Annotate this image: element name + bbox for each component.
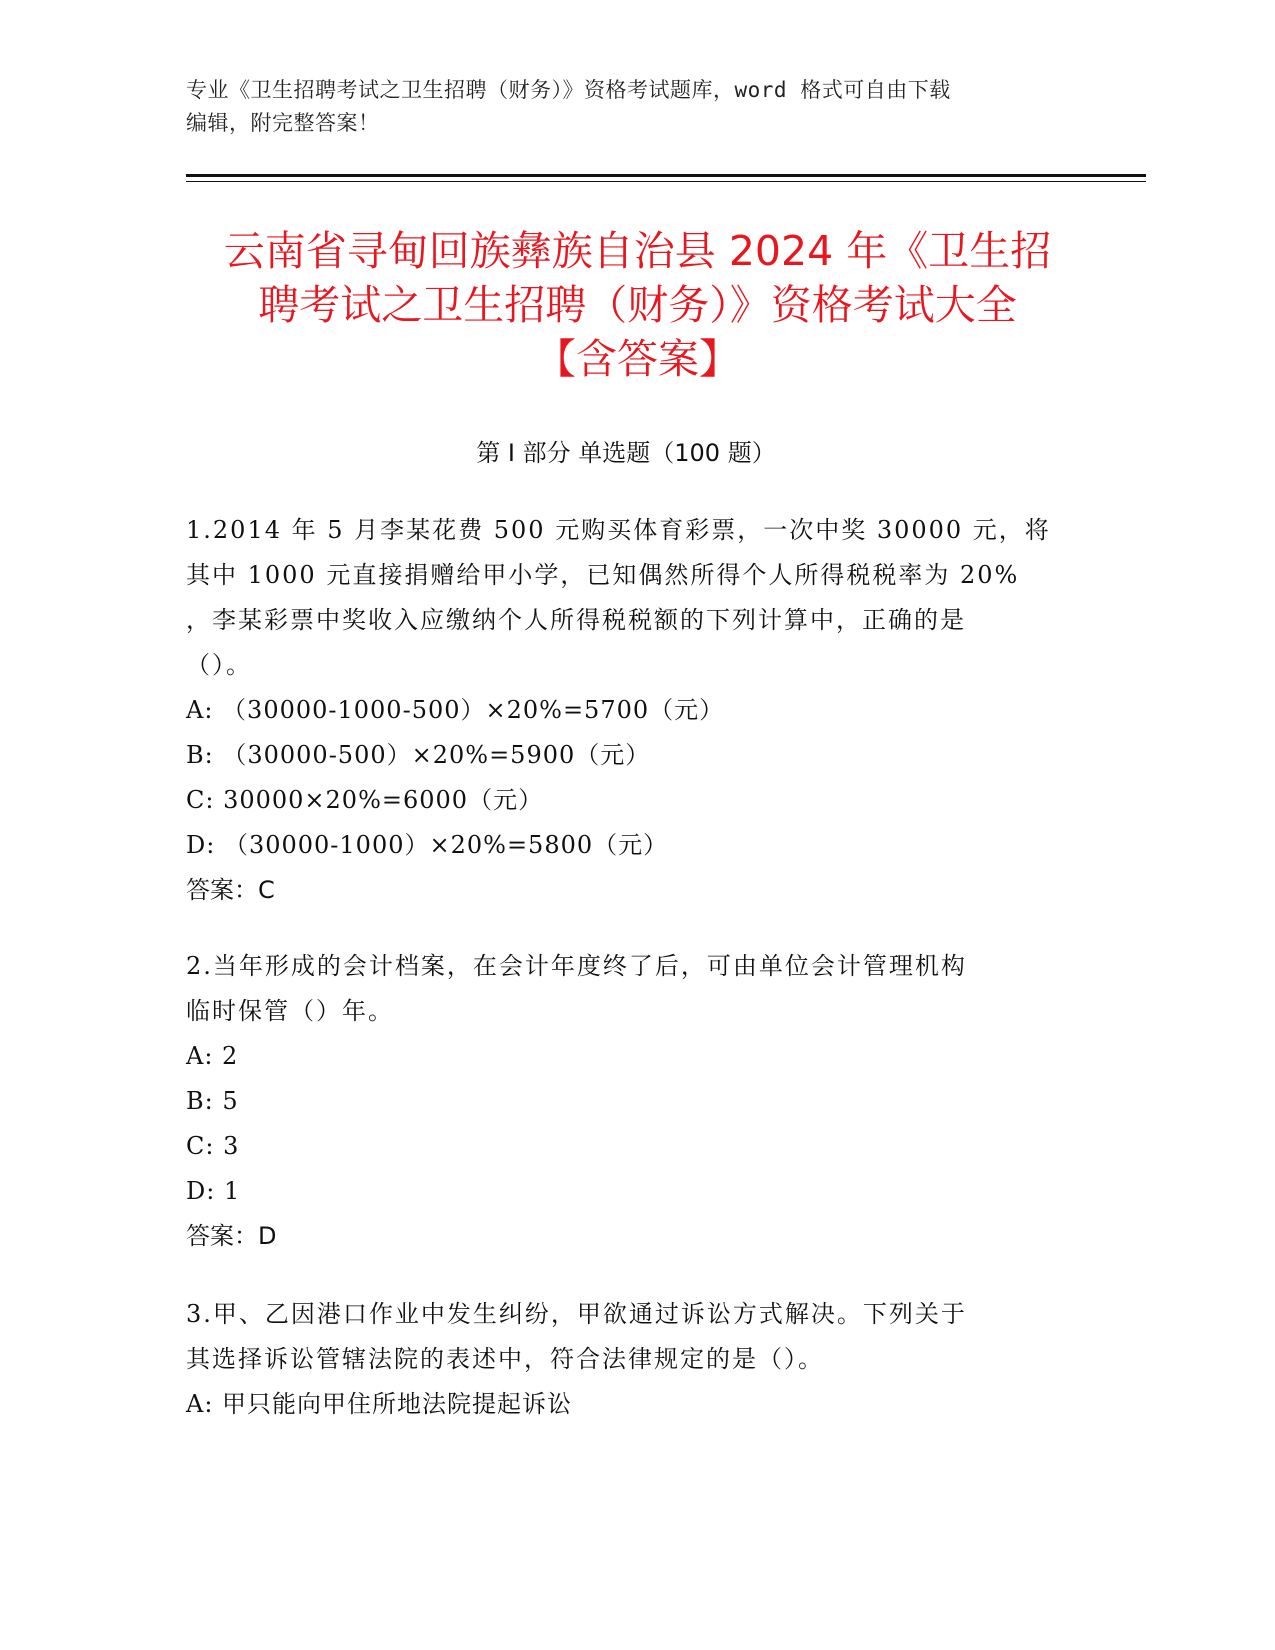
question-3 [186, 1292, 1066, 1427]
question-1-option-c: C: 30000×20%=6000（元） [186, 786, 544, 814]
header-note-line-2: 编辑，附完整答案！ [186, 111, 380, 135]
document-title-line-2: 聘考试之卫生招聘（财务）》资格考试大全 [258, 281, 1017, 329]
question-1-stem-line: ，李某彩票中奖收入应缴纳个人所得税税额的下列计算中，正确的是 [186, 606, 966, 634]
question-2-option-a: A: 2 [186, 1042, 239, 1070]
question-1-option-a: A: （30000-1000-500）×20%=5700（元） [186, 696, 725, 724]
document-title-line-1: 云南省寻甸回族彝族自治县 2024 年《卫生招 [223, 227, 1052, 275]
question-1-option-b: B: （30000-500）×20%=5900（元） [186, 741, 651, 769]
question-3-stem-line: 3.甲、乙因港口作业中发生纠纷，甲欲通过诉讼方式解决。下列关于 [186, 1300, 967, 1328]
question-2 [186, 944, 1066, 1259]
header-divider-thin [186, 181, 1146, 182]
question-3-stem-line: 其选择诉讼管辖法院的表述中，符合法律规定的是（）。 [186, 1345, 824, 1373]
document-title [160, 224, 1115, 386]
question-2-answer: 答案：D [186, 1222, 277, 1250]
question-2-stem-line: 临时保管（）年。 [186, 997, 394, 1025]
question-1-answer: 答案：C [186, 876, 275, 904]
section-heading: 第 I 部分 单选题（100 题） [476, 439, 776, 467]
question-1-stem-line: （）。 [186, 651, 252, 679]
question-3-option-a: A: 甲只能向甲住所地法院提起诉讼 [186, 1390, 573, 1418]
question-1-stem-line: 1.2014 年 5 月李某花费 500 元购买体育彩票，一次中奖 30000 元，将 [186, 516, 1051, 544]
question-2-option-c: C: 3 [186, 1132, 240, 1160]
question-2-option-d: D: 1 [186, 1177, 241, 1205]
document-title-line-3: 【含答案】 [535, 335, 740, 383]
header-note-line-1: 专业《卫生招聘考试之卫生招聘（财务）》资格考试题库，word 格式可自由下载 [186, 78, 951, 102]
question-2-stem-line: 2.当年形成的会计档案，在会计年度终了后，可由单位会计管理机构 [186, 952, 967, 980]
header-divider-thick [186, 174, 1146, 177]
header-note [186, 74, 1066, 140]
question-1-option-d: D: （30000-1000）×20%=5800（元） [186, 831, 669, 859]
question-1 [186, 508, 1066, 913]
question-1-stem-line: 其中 1000 元直接捐赠给甲小学，已知偶然所得个人所得税税率为 20% [186, 561, 1020, 589]
question-2-option-b: B: 5 [186, 1087, 239, 1115]
